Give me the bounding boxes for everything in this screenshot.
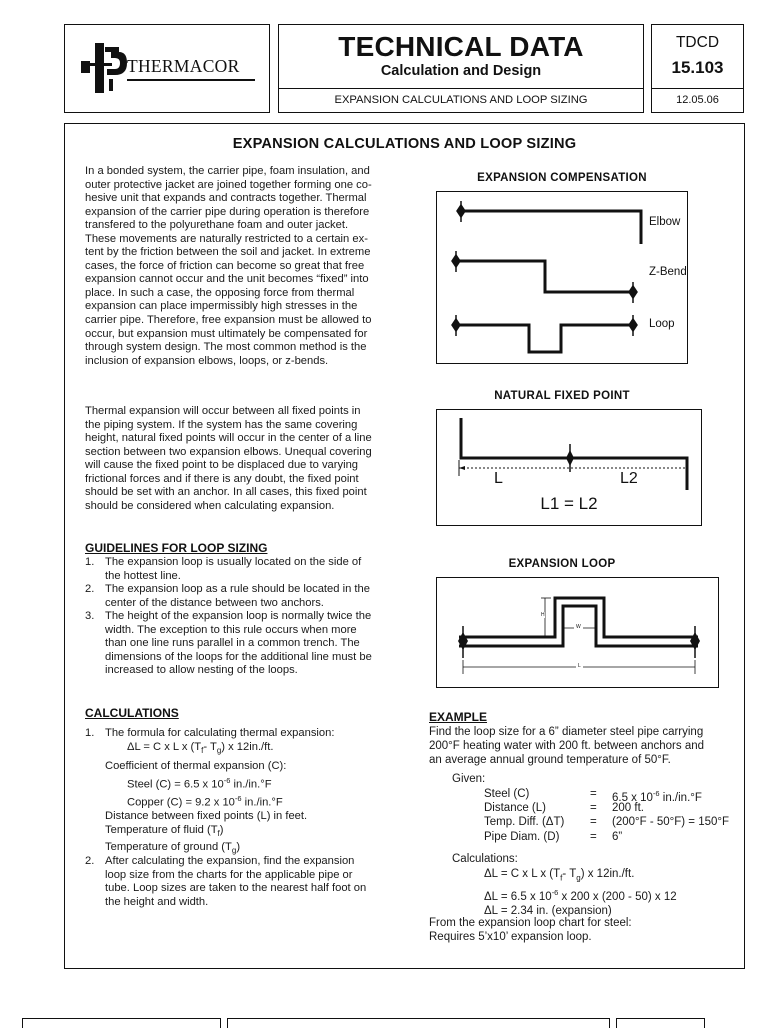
paragraph-line: hesive unit that expands and contracts together. Thermal [85,192,367,205]
page-subtitle: Calculation and Design [380,63,542,79]
paragraph-line: cases, the force of friction can become so great that free [85,259,365,272]
calc1-coefficient: Coefficient of thermal expansion (C): [105,760,287,773]
example-calculations [484,867,744,919]
paragraph-line: inclusion of expansion elbows, loops, or z-bends. [85,354,329,367]
calc1-formula: ΔL = C x L x ($T_f-$ $T_g$) x 12in./ft. [127,740,274,755]
paragraph-line: the piping system. If the system has the same covering [85,418,358,431]
calculations-heading: CALCULATIONS [85,706,179,720]
given-value: 6.5 x $10^{-6}$ in./in.°F [612,789,702,804]
guidelines-list [85,556,403,678]
calc1-fluid: Temperature of fluid $(T_f)$ [105,823,224,839]
example-calc-1: ΔL = C x L x ($T_f-$ $T_g$) x 12in./ft. [484,868,635,883]
fixed-point-equation: L1 = L2 [540,494,598,513]
calc2-line: the height and width. [105,895,209,908]
example-result-line: From the expansion loop chart for steel: [429,917,632,929]
calculation-step-2 [85,855,403,909]
example-intro-line: Find the loop size for a 6” diameter steel pipe carrying [429,726,704,738]
paragraph-line: transfered to the polyurethane foam and outer jacket. [85,219,349,232]
logo-box [64,24,270,113]
guideline-line: The height of the expansion loop is normally twice the [105,610,372,623]
elbow-label: Elbow [649,216,681,228]
title-divider [279,88,643,89]
guideline-line: The expansion loop is usually located on the side of [105,556,362,568]
compensation-title: EXPANSION COMPENSATION [477,172,647,184]
thermacor-logo-icon [81,39,131,97]
fixed-point-figure [436,409,702,526]
calc1-ground: Temperature of ground $(T_g)$ [105,840,241,855]
paragraph-line: Thermal expansion will occur between all fixed points in [85,405,361,417]
intro-paragraph [85,165,403,368]
topic-label: EXPANSION CALCULATIONS AND LOOP SIZING [334,94,588,106]
guideline-item [85,610,403,678]
fixed-point-l-label: L [494,470,503,487]
given-key: Temp. Diff. (ΔT) [484,816,565,829]
guideline-line: center of the distance between two anchors. [105,596,324,609]
calc1-steel: Steel (C) = 6.5 x $10^{-6}$ in./in.°F [127,775,272,791]
calc2-line: tube. Loop sizes are taken to the nearest half foot on [105,882,367,895]
guideline-line: The expansion loop as a rule should be located in the [105,583,370,596]
given-label: Given: [452,773,486,785]
given-value: 200 ft. [612,802,644,815]
paragraph-line: frictional forces and if there is any doubt, the fixed point [85,472,359,485]
paragraph-line: expansion of the carrier pipe during operation is therefore [85,205,370,218]
paragraph-line: tent by the friction between the soil and jacket. In extreme [85,246,371,259]
logo-underline [127,79,255,81]
title-box [278,24,644,113]
zbend-label: Z-Bend [649,266,687,278]
doc-divider [652,88,743,89]
example-heading: EXAMPLE [429,710,488,724]
given-value: (200°F - 50°F) = 150°F [612,816,730,829]
loop-length-label: L [578,663,581,669]
example-intro-line: 200°F heating water with 200 ft. between anchors and [429,740,705,753]
guideline-number: 2. [85,583,95,596]
given-key: Distance (L) [484,802,546,815]
guideline-line: than one line runs parallel in a common trench. The [105,637,360,650]
guideline-item [85,583,403,610]
doc-number: 15.103 [671,58,724,77]
paragraph-line: place. In such a case, the opposing force from thermal [85,286,355,299]
given-list [484,787,744,844]
calc1-distance: Distance between fixed points (L) in feet. [105,810,308,823]
given-value: 6” [612,830,623,843]
given-eq: = [590,788,597,800]
calc1-number: 1. [85,727,95,739]
guideline-line: the hottest line. [105,569,181,582]
given-row [484,787,744,804]
example-calc-3: ΔL = 2.34 in. (expansion) [484,905,612,918]
paragraph-line: These movements are naturally restricted to a certain ex- [85,232,368,245]
doc-number-box [651,24,744,113]
paragraph-line: outer protective jacket are joined together forming one co- [85,178,372,191]
guideline-line: dimensions of the loops for the additional line must be [105,650,372,663]
calc2-line: After calculating the expansion, find the expansion [105,855,355,867]
calc1-intro: The formula for calculating thermal expansion: [105,727,335,739]
paragraph-line: will cause the fixed point to be displaced due to varying [85,459,359,472]
guideline-number: 1. [85,556,95,568]
fixed-point-l2-label: L2 [620,470,638,487]
calc1-copper: Copper (C) = 9.2 x $10^{-6}$ in./in.°F [127,794,283,809]
given-eq: = [590,830,597,843]
expansion-loop-title: EXPANSION LOOP [508,558,616,570]
paragraph-line: height, natural fixed points will occur in the center of a line [85,432,372,445]
paragraph-line: through system design. The most common method is the [85,341,367,354]
example-calc-2: ΔL = 6.5 x $10^{-6}$ x 200 x (200 - 50) x 12 [484,887,677,903]
expansion-loop-figure [436,577,719,688]
doc-prefix: TDCD [675,34,720,51]
given-key: Steel (C) [484,788,530,800]
example-result-line: Requires 5’x10’ expansion loop. [429,931,592,944]
paragraph-line: should be considered when calculating expansion. [85,499,335,512]
footer-box-center [227,1018,610,1028]
given-row [484,815,744,829]
given-row [484,801,744,815]
given-eq: = [590,816,597,829]
loop-height-label: H [541,612,545,618]
paragraph-line: In a bonded system, the carrier pipe, foam insulation, and [85,165,370,177]
given-eq: = [590,802,597,815]
expansion-loop-diagram [437,578,718,687]
page-title: TECHNICAL DATA [338,31,584,62]
paragraph-line: occur, but expansion must ultimately be compensated for [85,327,368,340]
given-row [484,830,744,844]
paragraph-line: carrier pipe. Therefore, free expansion must be allowed to [85,314,372,327]
guideline-item [85,556,403,583]
paragraph-line: expansion can place impermissibly high stresses in the [85,300,358,313]
loop-label: Loop [649,318,675,330]
guideline-line: width. The exception to this rule occurs when more [105,623,357,636]
guidelines-heading: GUIDELINES FOR LOOP SIZING [85,541,268,555]
fixed-point-title: NATURAL FIXED POINT [494,390,630,402]
paragraph-line: section between two expansion elbows. Unequal covering [85,445,372,458]
example-result [429,916,739,944]
compensation-figure [436,191,688,364]
guideline-number: 3. [85,610,95,623]
fixed-point-paragraph [85,405,403,513]
footer-box-left [22,1018,221,1028]
given-key: Pipe Diam. (D) [484,830,560,843]
example-intro [429,725,739,768]
calculations-label: Calculations: [452,853,518,865]
logo-text: THERMACOR [127,56,240,76]
footer-box-right [616,1018,705,1028]
loop-width-label: W [576,624,581,630]
calculation-step-1 [85,727,403,858]
section-heading: EXPANSION CALCULATIONS AND LOOP SIZING [232,136,577,152]
paragraph-line: should be set with an anchor. In all cases, this fixed point [85,486,367,499]
example-intro-line: an average annual ground temperature of 50°F. [429,754,671,767]
guideline-line: increased to allow nesting of the loops. [105,664,298,677]
paragraph-line: expansion cannot occur and the unit becomes “fixed” into [85,273,369,286]
calc2-number: 2. [85,855,95,867]
doc-date: 12.05.06 [676,94,719,106]
calc2-line: loop size from the charts for the applicable pipe or [105,868,353,881]
